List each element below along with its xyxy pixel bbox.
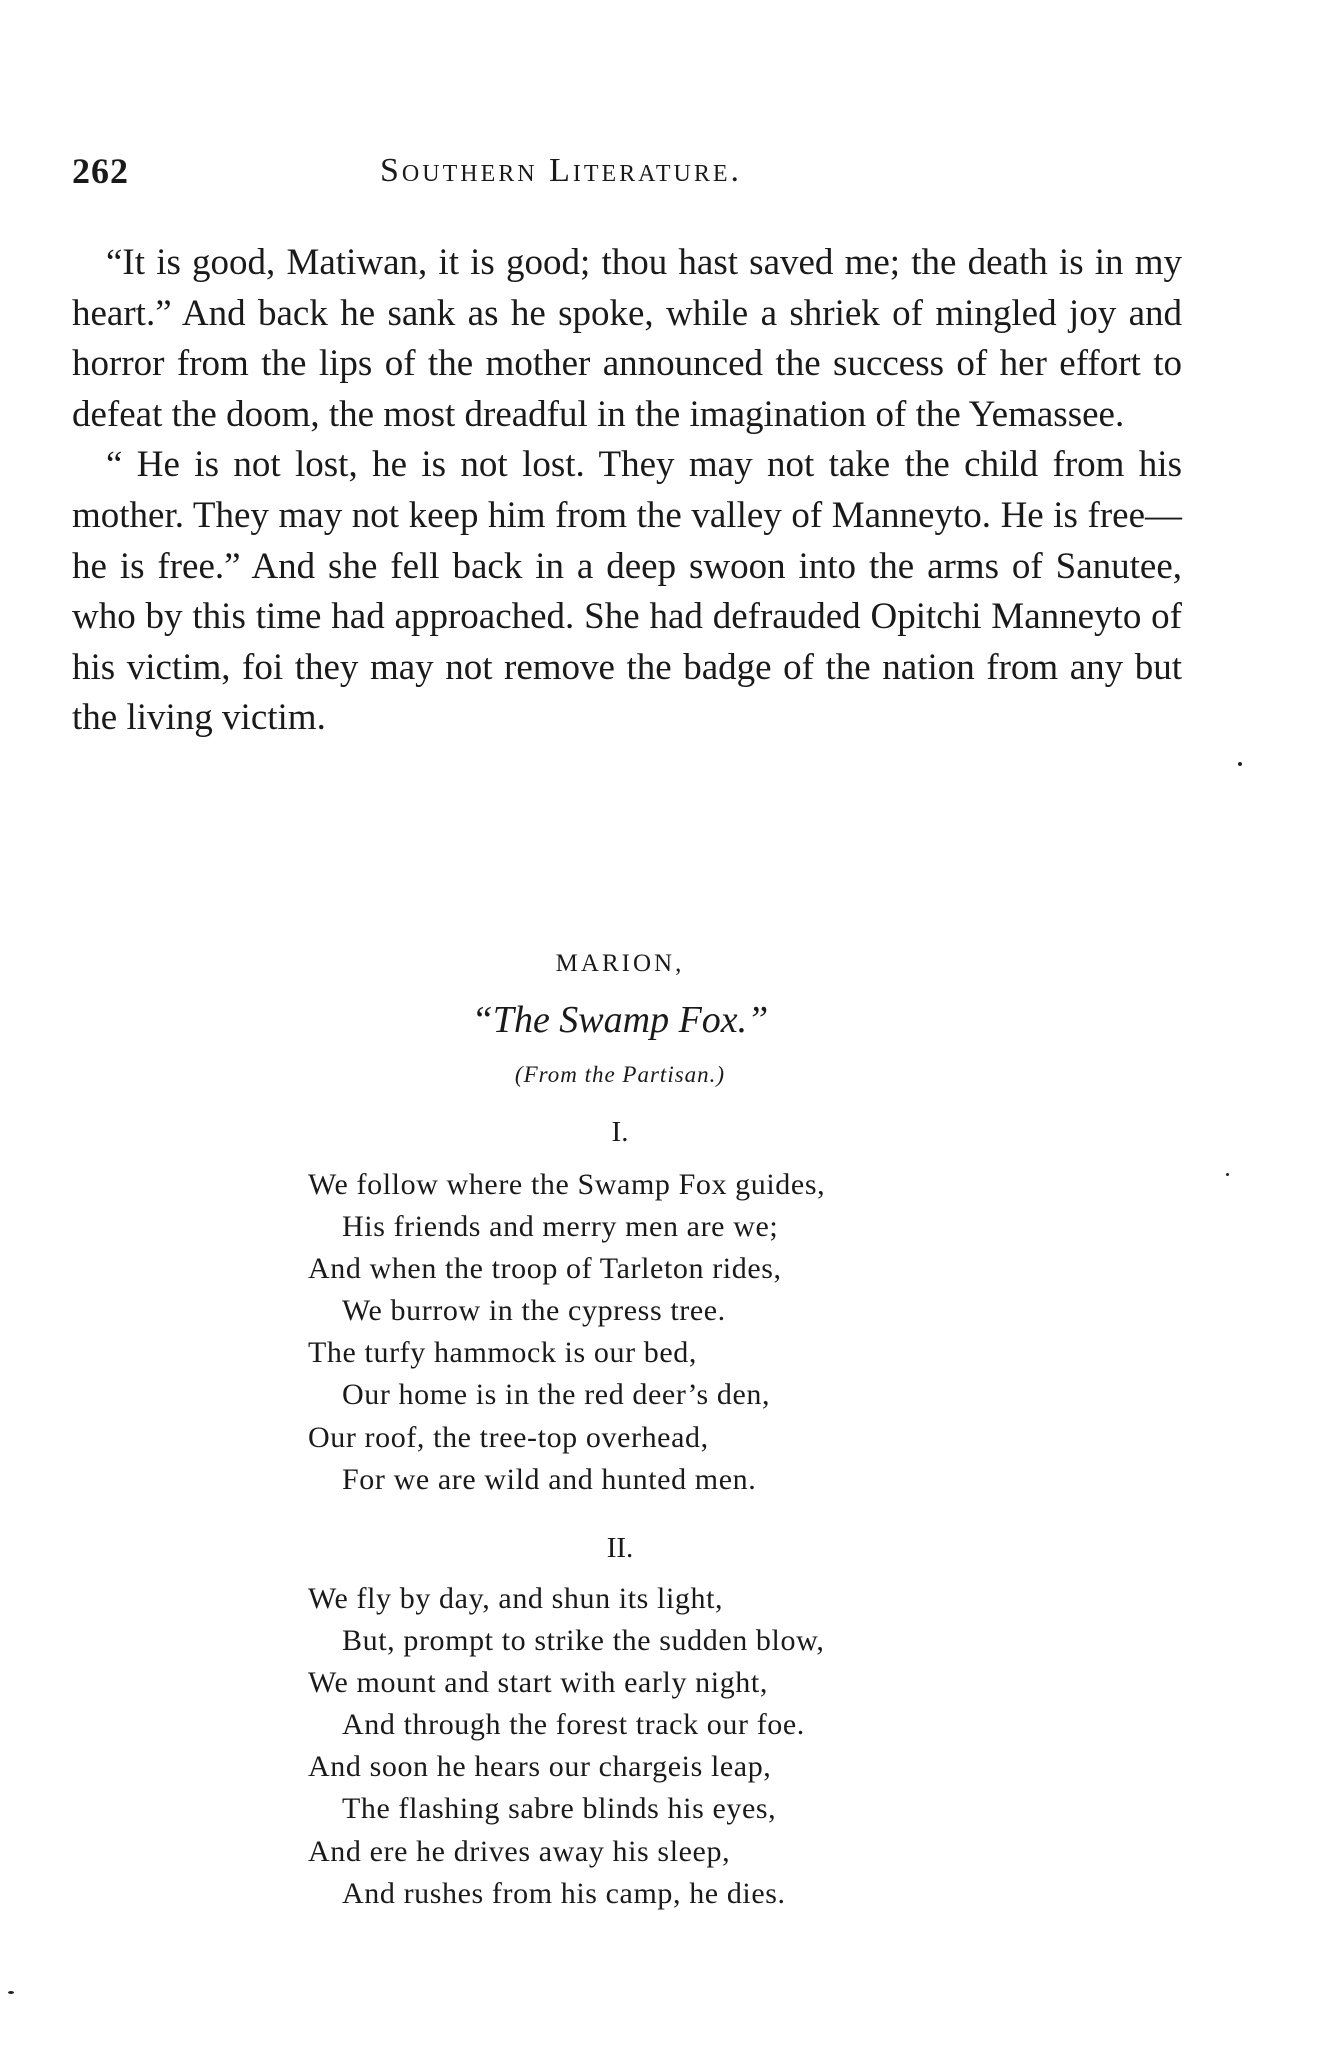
ink-speck (1238, 762, 1242, 766)
poem-source: (From the Partisan.) (514, 1062, 726, 1087)
paragraph: “It is good, Matiwan, it is good; thou hast saved me; the death is in my heart.” And back he sank as he spoke, while a shriek of mingled joy and horror from the lips of the mother announced the success of her effort to defeat the doom, the most dreadful in the imagination of the Yemassee. (72, 242, 1182, 435)
stanza-number: II. (606, 1532, 634, 1564)
poem-line: And rushes from his camp, he dies. (342, 1876, 786, 1910)
poem-subtitle: “The Swamp Fox.” (471, 999, 769, 1041)
running-title: Southern Literature. (380, 152, 742, 189)
poem-line: And ere he drives away his sleep, (308, 1834, 731, 1868)
poem-line: But, prompt to strike the sudden blow, (342, 1624, 825, 1658)
poem-line: And through the forest track our foe. (342, 1708, 805, 1742)
stanza (308, 1578, 1108, 1915)
poem-line: The turfy hammock is our bed, (308, 1336, 697, 1370)
poem-line: Our roof, the tree-top overhead, (308, 1420, 709, 1454)
poem-line: We burrow in the cypress tree. (342, 1294, 726, 1328)
poem-line: The flashing sabre blinds his eyes, (342, 1792, 777, 1826)
poem-line: We fly by day, and shun its light, (308, 1582, 724, 1615)
poem-line: His friends and merry men are we; (342, 1210, 779, 1244)
page-number: 262 (72, 151, 129, 191)
poem-line: For we are wild and hunted men. (342, 1462, 757, 1496)
poem-line: And soon he hears our chargeis leap, (308, 1750, 772, 1784)
poem-line: We follow where the Swamp Fox guides, (308, 1168, 826, 1201)
ink-speck (1226, 1173, 1229, 1176)
ink-speck (8, 1991, 14, 1994)
stanza (308, 1164, 1108, 1501)
poem-line: Our home is in the red deer’s den, (342, 1378, 771, 1412)
page-header (60, 150, 1180, 200)
prose-text (72, 238, 1182, 744)
stanza-number: I. (611, 1116, 629, 1148)
poem-line: We mount and start with early night, (308, 1666, 768, 1700)
paragraph: “ He is not lost, he is not lost. They may not take the child from his mother. They may not keep him from the valley of Manneyto. He is free—he is free.” And she fell back in a deep swoon into the arms of Sanutee, who by this time had approached. She had defrauded Opitchi Manneyto of his victim, foi they may not remove the badge of the nation from any but the living victim. (72, 444, 1182, 739)
poem-heading: MARION, (555, 950, 685, 977)
poem-line: And when the troop of Tarleton rides, (308, 1252, 782, 1286)
